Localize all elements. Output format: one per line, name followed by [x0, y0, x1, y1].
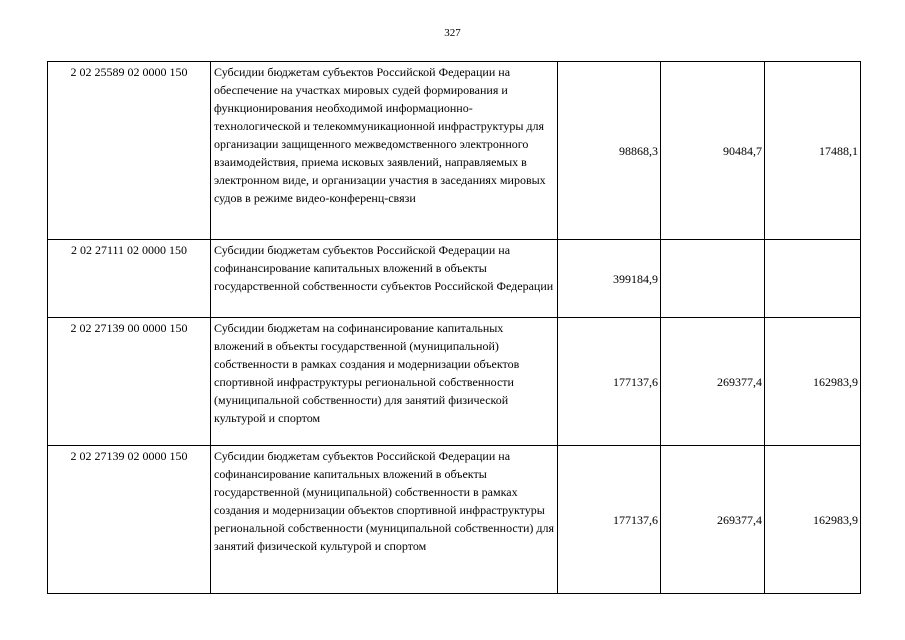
amount-cell-2: 90484,7	[661, 62, 765, 240]
amount-cell-1: 177137,6	[558, 318, 661, 446]
amount-cell-2: 269377,4	[661, 446, 765, 594]
amount-cell-3: 17488,1	[765, 62, 861, 240]
page-number: 327	[444, 27, 461, 39]
table-row	[48, 62, 861, 240]
amount-cell-1: 177137,6	[558, 446, 661, 594]
amount-cell-1: 98868,3	[558, 62, 661, 240]
description-cell: Субсидии бюджетам на софинансирование капитальных вложений в объекты государственной (муниципальной) собственности в рамках создания и модернизации объектов спортивной инфраструктуры региональной собственности (муниципальной собственности) для занятий физической культурой и спортом	[211, 318, 558, 446]
budget-code-cell: 2 02 25589 02 0000 150	[48, 62, 211, 240]
description-cell: Субсидии бюджетам субъектов Российской Федерации на обеспечение на участках мировых судей формирования и функционирования необходимой информационно-технологической и телекоммуникационной инфраструктуры для организации защищенного межведомственного электронного взаимодействия, приема исковых заявлений, направляемых в электронном виде, и организации участия в заседаниях мировых судов в режиме видео-конференц-связи	[211, 62, 558, 240]
amount-cell-2	[661, 240, 765, 318]
amount-cell-3	[765, 240, 861, 318]
amount-cell-1: 399184,9	[558, 240, 661, 318]
table-row	[48, 446, 861, 594]
budget-code-cell: 2 02 27139 00 0000 150	[48, 318, 211, 446]
amount-cell-3: 162983,9	[765, 446, 861, 594]
budget-code-cell: 2 02 27111 02 0000 150	[48, 240, 211, 318]
amount-cell-2: 269377,4	[661, 318, 765, 446]
description-cell: Субсидии бюджетам субъектов Российской Федерации на софинансирование капитальных вложений в объекты государственной собственности субъектов Российской Федерации	[211, 240, 558, 318]
table-row	[48, 318, 861, 446]
amount-cell-3: 162983,9	[765, 318, 861, 446]
budget-table	[47, 61, 861, 594]
budget-code-cell: 2 02 27139 02 0000 150	[48, 446, 211, 594]
table-row	[48, 240, 861, 318]
description-cell: Субсидии бюджетам субъектов Российской Федерации на софинансирование капитальных вложений в объекты государственной (муниципальной) собственности в рамках создания и модернизации объектов спортивной инфраструктуры региональной собственности (муниципальной собственности) для занятий физической культурой и спортом	[211, 446, 558, 594]
